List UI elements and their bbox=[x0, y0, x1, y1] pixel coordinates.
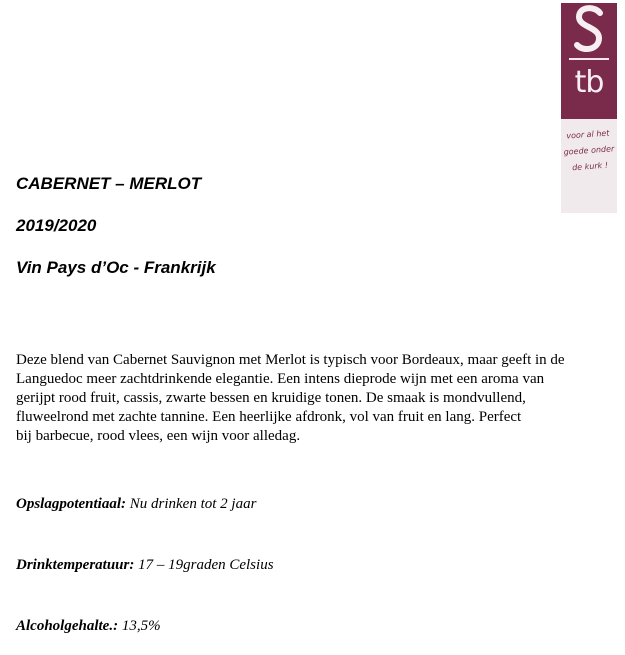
wine-name: CABERNET – MERLOT bbox=[16, 174, 202, 193]
description-line: fluweelrond met zachte tannine. Een heerlijke afdronk, vol van fruit en lang. Perfect bbox=[16, 409, 522, 425]
logo-divider bbox=[569, 58, 609, 60]
logo-band bbox=[561, 3, 617, 119]
spec-value: 13,5% bbox=[118, 618, 161, 634]
description-line: Deze blend van Cabernet Sauvignon met Merlot is typisch voor Bordeaux, maar geeft in de bbox=[16, 352, 565, 368]
spec-value: Nu drinken tot 2 jaar bbox=[126, 496, 257, 512]
logo-tagline-line: goede onder bbox=[563, 144, 615, 157]
description-line: bij barbecue, rood vlees, een wijn voor alledag. bbox=[16, 428, 301, 444]
description-line: gerijpt rood fruit, cassis, zwarte bessen en kruidige tonen. De smaak is mondvullend, bbox=[16, 390, 526, 406]
spec-value: 17 – 19graden Celsius bbox=[134, 557, 274, 573]
description-line: Languedoc meer zachtdrinkende elegantie. Een intens dieprode wijn met een aroma van bbox=[16, 371, 545, 387]
wine-origin: Vin Pays d’Oc - Frankrijk bbox=[16, 258, 216, 277]
spec-storage-potential bbox=[16, 495, 256, 514]
spec-alcohol-content bbox=[16, 617, 161, 636]
spec-label: Drinktemperatuur: bbox=[16, 557, 135, 573]
spec-label: Opslagpotentiaal: bbox=[16, 496, 127, 512]
logo-tagline-line: de kurk ! bbox=[571, 160, 609, 173]
wine-vintage: 2019/2020 bbox=[16, 216, 97, 235]
stb-logo bbox=[561, 3, 617, 213]
wine-description bbox=[16, 351, 616, 446]
spec-drinking-temperature bbox=[16, 556, 274, 575]
logo-tagline-line: voor al het bbox=[566, 128, 610, 141]
s-letter-icon bbox=[573, 5, 605, 55]
logo-tagline bbox=[559, 125, 618, 177]
logo-monogram: tb bbox=[574, 65, 604, 100]
spec-label: Alcoholgehalte.: bbox=[16, 618, 119, 634]
